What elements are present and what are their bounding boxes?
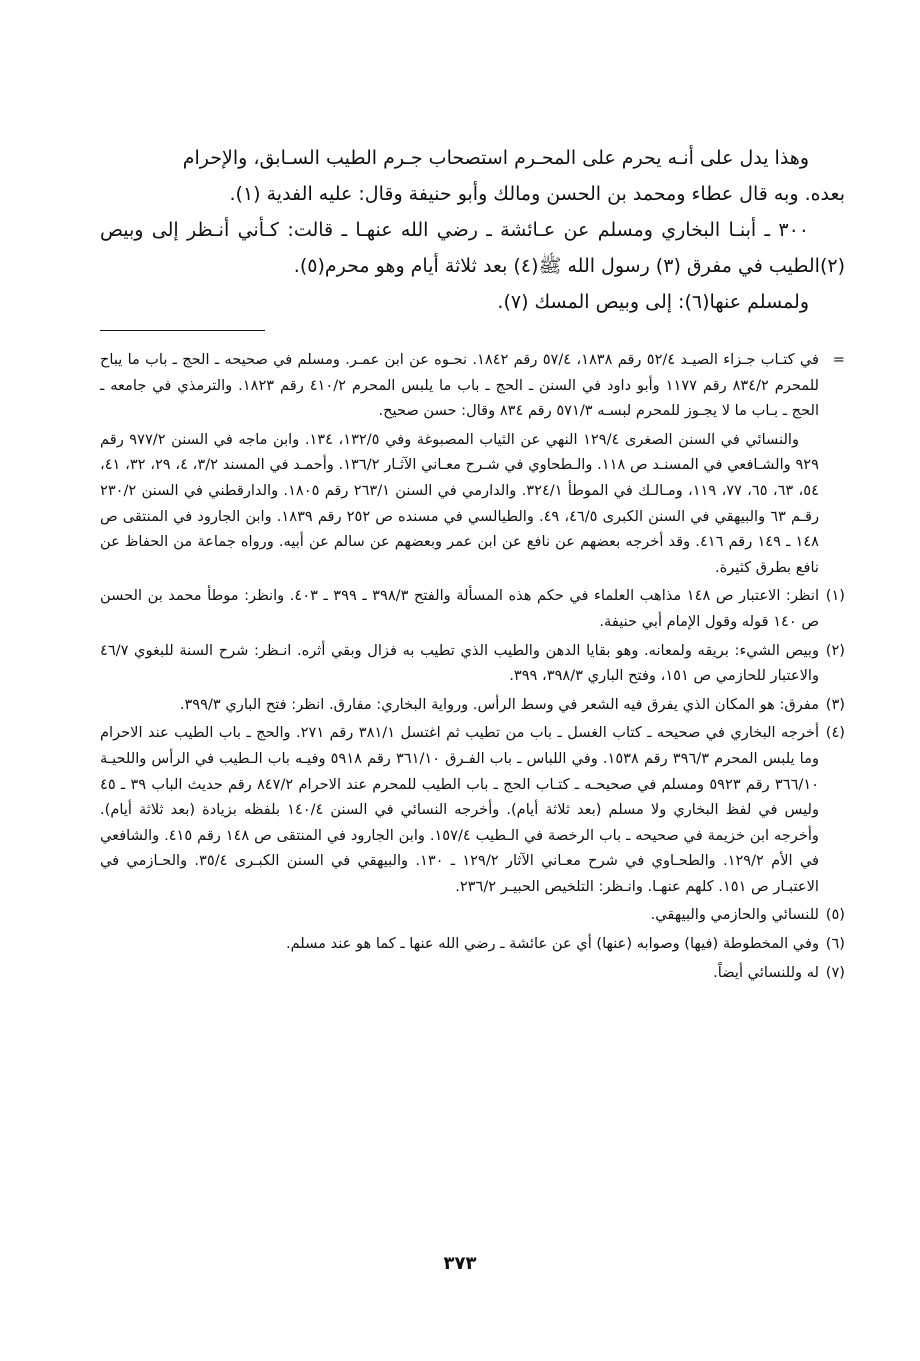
footnote-number: (١) (825, 587, 845, 605)
page-content (100, 140, 845, 988)
main-paragraph: ولمسلم عنها(٦): إلى وبيص المسك (٧). (497, 291, 809, 313)
footnote-number: (٢) (825, 641, 845, 659)
footnote (100, 638, 845, 689)
footnote-number: (٧) (825, 963, 845, 981)
footnote-separator (100, 330, 265, 331)
footnote-separator-wrap (100, 320, 845, 347)
footnote (100, 902, 845, 928)
footnote-number: (٥) (825, 906, 845, 924)
footnote-number: (٣) (825, 695, 845, 713)
footnote-text: أخرجه البخاري في صحيحه ـ كتاب الغسل ـ باب من تطيب ثم اغتسل ٣٨١/١ رقم ٢٧١. والحج ـ باب الطيب عند الاحرام وما يلبس المحرم ٣٩٦/٣ رقم ١٥٣٨. وفي اللباس ـ باب الفـرق ٣٦١/١٠ رقم ٥٩١٨ وفيـه باب الـطيب في الرأس واللحيـة ٣٦٦/١٠ رقم ٥٩٢٣ ومسلم في صحيحـه ـ كتـاب الحج ـ باب الطيب للمحرم عند الاحرام ٨٤٧/٢ رقم حديث الباب ٣٩ ـ ٤٥ وليس في لفظ البخاري ولا مسلم (بعد ثلاثة أيام). وأخرجه النسائي في السنن ١٤٠/٤ بلفظه بزيادة (بعد ثلاثة أيام). وأخرجه ابن خزيمة في صحيحه ـ باب الرخصة في الـطيب ١٥٧/٤. وابن الجارود في المنتقى ص ١٤٨ رقم ٤١٥. والشافعي في الأم ١٢٩/٢. والطحـاوي في شرح معـاني الآثار ١٢٩/٢ ـ ١٣٠. والبيهقي في السنن الكبـرى ٣٥/٤. والحـازمي في الاعتبـار ص ١٥١. كلهم عنهـا. وانـظر: التلخيص الحبيـر ٢٣٦/٢. (100, 724, 820, 895)
footnote (100, 720, 845, 899)
footnote (100, 583, 845, 634)
footnote-text: للنسائي والحازمي والبيهقي. (650, 906, 819, 924)
footnote (100, 960, 845, 986)
main-paragraph: بعده. وبه قال عطاء ومحمد بن الحسن ومالك وأبو حنيفة وقال: عليه الفدية (١). (229, 183, 845, 205)
footnote (100, 427, 845, 581)
footnote-text: وبيص الشيء: بريقه ولمعانه. وهو بقايا الدهن والطيب الذي تطيب به فزال وبقي أثره. انـظر: شرح السنة للبغوي ٤٦/٧ والاعتبار للحازمي ص ١٥١، وفتح الباري ٣٩٨/٣، ٣٩٩. (100, 641, 819, 685)
footnote (100, 692, 845, 718)
main-text (100, 140, 845, 320)
footnote-text: في كتـاب جـزاء الصيـد ٥٢/٤ رقم ١٨٣٨، ٥٧/٤ رقم ١٨٤٢. نحـوه عن ابن عمـر. ومسلم في صحيحه ـ الحج ـ باب ما يباح للمحرم ٨٣٤/٢ رقم ١١٧٧ وأبو داود في السنن ـ الحج ـ باب ما يلبس المحرم ٤١٠/٢ رقم ١٨٢٣. والترمذي في جامعه ـ الحج ـ بـاب ما لا يجـوز للمحرم لبسـه ٥٧١/٣ رقم ٨٣٤ وقال: حسن صحيح. (100, 351, 819, 420)
main-paragraph: ٣٠٠ ـ أبنـا البخاري ومسلم عن عـائشة ـ رضي الله عنهـا ـ قالت: كـأني أنـظر إلى وبيص (٢)الطيب في مفرق (٣) رسول الله ﷺ(٤) بعد ثلاثة أيام وهو محرم(٥). (100, 219, 845, 277)
footnote-text: له وللنسائي أيضاً. (713, 963, 819, 981)
footnote-text: وفي المخطوطة (فيها) وصوابه (عنها) أي عن عائشة ـ رضي الله عنها ـ كما هو عند مسلم. (285, 935, 819, 953)
footnote-number (819, 427, 845, 581)
footnotes (100, 347, 845, 985)
footnote-text: انظر: الاعتبار ص ١٤٨ مذاهب العلماء في حكم هذه المسألة والفتح ٣٩٨/٣ ـ ٣٩٩ ـ ٤٠٣. وانظر: موطأ محمد بن الحسن ص ١٤٠ قوله وقول الإمام أبي حنيفة. (100, 587, 819, 630)
footnote (100, 347, 845, 424)
footnote (100, 931, 845, 957)
footnote-text: والنسائي في السنن الصغرى ١٢٩/٤ النهي عن الثياب المصبوغة وفي ١٣٢/٥، ١٣٤. وابن ماجه في السنن ٩٧٧/٢ رقم ٩٢٩ والشـافعي في المسنـد ص ١١٨. والـطحاوي في شـرح معـاني الآثـار ١٣٦/٢. وأحمـد في المسند ٣/٢، ٤، ٢٩، ٣٢، ٤١، ٥٤، ٦٣، ٦٥، ٧٧، ١١٩، ومـالـك في الموطأ ٣٢٤/١. والدارمي في السنن ٢٦٣/١ رقم ١٨٠٥. والدارقطني في السنن ٢٣٠/٢ رقـم ٦٣ والبيهقي في السنن الكبرى ٤٦/٥، ٤٩. والطيالسي في مسنده ص ٢٥٢ رقم ١٨٣٩. وابن الجارود في المنتقى ص ١٤٨ ـ ١٤٩ رقم ٤١٦. وقد أخرجه بعضهم عن نافع عن ابن عمر وبعضهم عن سالم عن أبيه. ورواه جماعة من الحفاظ عن نافع بطرق كثيرة. (100, 430, 820, 576)
main-paragraph: وهذا يدل على أنـه يحرم على المحـرم استصحاب جـرم الطيب السـابق، والإحرام (182, 147, 809, 169)
footnote-text: مفرق: هو المكان الذي يفرق فيه الشعر في وسط الرأس. ورواية البخاري: مفارق. انظر: فتح الباري ٣٩٩/٣. (179, 695, 819, 713)
footnote-number: (٦) (825, 935, 845, 953)
footnote-number: = (832, 351, 845, 368)
page-number: ٣٧٣ (443, 1253, 477, 1274)
footnote-number: (٤) (825, 724, 845, 742)
